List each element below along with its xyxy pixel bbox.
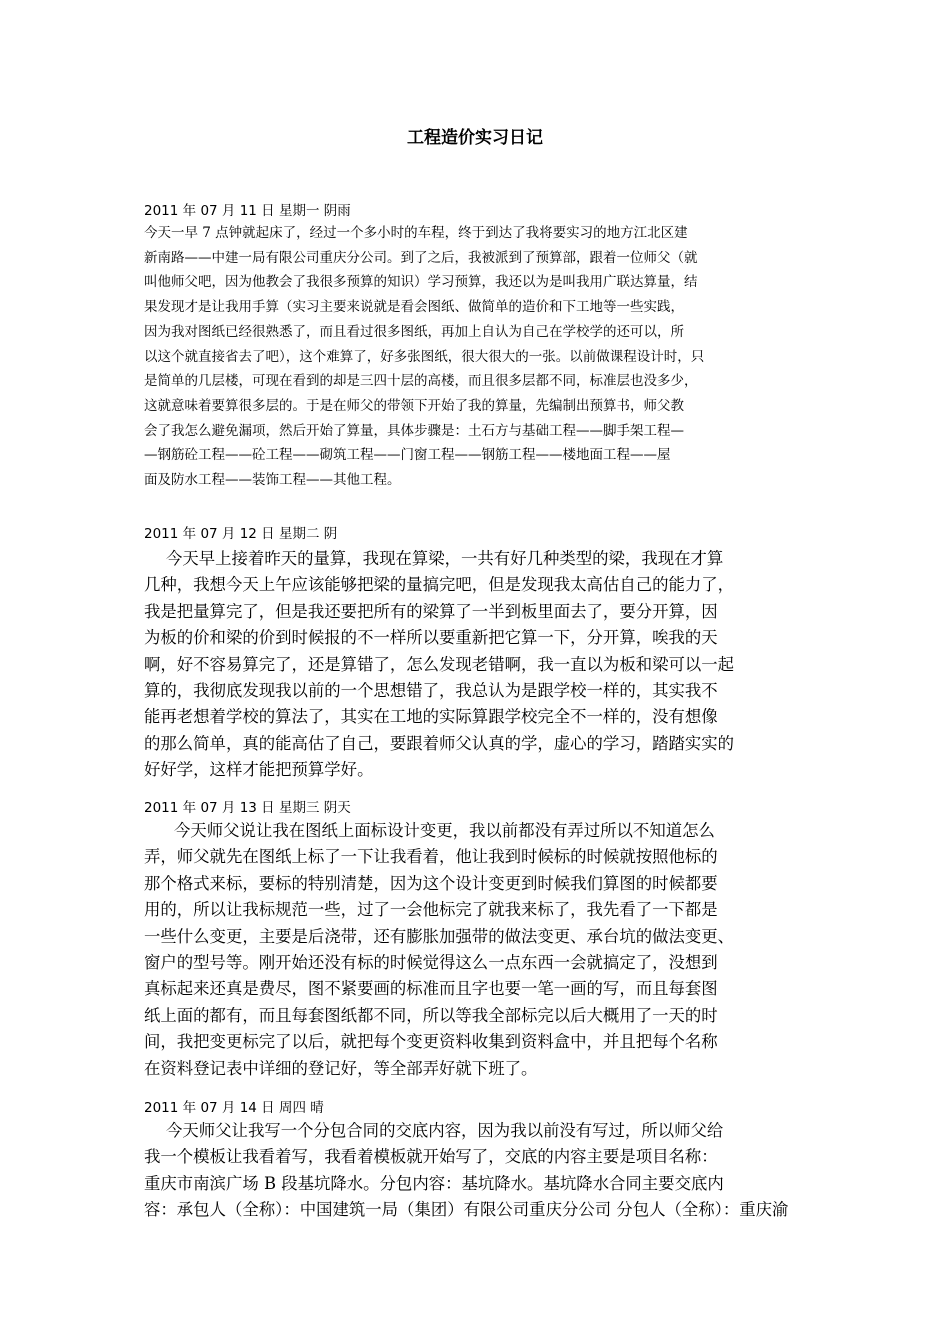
text-line: 的那么简单，真的能高估了自己，要跟着师父认真的学，虚心的学习，踏踏实实的 (144, 733, 735, 753)
text-line: 纸上面的都有，而且每套图纸都不同，所以等我全部标完以后大概用了一天的时 (144, 1005, 718, 1025)
entry-date: 2011 年 07 月 11 日 星期一 阴雨 (144, 203, 351, 219)
diary-entry (144, 798, 816, 1082)
text-line: 是简单的几层楼，可现在看到的却是三四十层的高楼，而且很多层都不同，标准层也没多少， (144, 373, 698, 390)
text-line: 因为我对图纸已经很熟悉了，而且看过很多图纸，再加上自认为自己在学校学的还可以，所 (144, 323, 684, 340)
text-line: 窗户的型号等。刚开始还没有标的时候觉得这么一点东西一会就搞定了，没想到 (144, 953, 718, 973)
text-line: 能再老想着学校的算法了，其实在工地的实际算跟学校完全不一样的，没有想像 (144, 707, 718, 727)
text-line: 以这个就直接省去了吧），这个难算了，好多张图纸，很大很大的一张。以前做课程设计时，只 (144, 348, 705, 365)
entry-body (144, 221, 816, 493)
entry-body (144, 1118, 816, 1224)
text-line: 算的，我彻底发现我以前的一个思想错了，我总认为是跟学校一样的，其实我不 (144, 681, 718, 701)
diary-entry (144, 201, 816, 493)
text-line: 叫他师父吧，因为他教会了我很多预算的知识）学习预算，我还以为是叫我用广联达算量，结 (144, 274, 698, 291)
text-line: 今天师父让我写一个分包合同的交底内容，因为我以前没有写过，所以师父给 (166, 1121, 724, 1140)
entry-date: 2011 年 07 月 12 日 星期二 阴 (144, 526, 338, 542)
text-line: 容：承包人（全称）：中国建筑一局（集团）有限公司重庆分公司 分包人（全称）：重庆渝 (144, 1200, 789, 1220)
text-line: 在资料登记表中详细的登记好，等全部弄好就下班了。 (144, 1058, 538, 1078)
entry-date: 2011 年 07 月 14 日 周四 晴 (144, 1100, 324, 1116)
text-line: 今天早上接着昨天的量算，我现在算梁，一共有好几种类型的梁，我现在才算 (166, 549, 724, 568)
text-line: 我是把量算完了，但是我还要把所有的梁算了一半到板里面去了，要分开算，因 (144, 601, 718, 621)
text-line: 果发现才是让我用手算（实习主要来说就是看会图纸、做简单的造价和下工地等一些实践， (144, 299, 684, 316)
text-line: 用的，所以让我标规范一些，过了一会他标完了就我来标了，我先看了一下都是 (144, 900, 718, 920)
text-line: 一些什么变更，主要是后浇带，还有膨胀加强带的做法变更、承台坑的做法变更、 (144, 926, 735, 946)
entry-body (144, 818, 816, 1082)
text-line: 间，我把变更标完了以后，就把每个变更资料收集到资料盒中，并且把每个名称 (144, 1032, 718, 1052)
text-line: 那个格式来标，要标的特别清楚，因为这个设计变更到时候我们算图的时候都要 (144, 873, 718, 893)
text-line: 面及防水工程——装饰工程——其他工程。 (144, 472, 401, 489)
text-line: 我一个模板让我看着写，我看着模板就开始写了，交底的内容主要是项目名称： (144, 1147, 718, 1167)
diary-entry (144, 1098, 816, 1224)
text-line: 真标起来还真是费尽，图不紧要画的标准而且字也要一笔一画的写，而且每套图 (144, 979, 718, 999)
text-line: 新南路——中建一局有限公司重庆分公司。到了之后，我被派到了预算部，跟着一位师父（就 (144, 249, 698, 266)
text-line: 几种，我想今天上午应该能够把梁的量搞完吧，但是发现我太高估自己的能力了， (144, 575, 735, 595)
text-line: 重庆市南滨广场 B 段基坑降水。分包内容：基坑降水。基坑降水合同主要交底内 (144, 1173, 724, 1193)
text-line: 今天师父说让我在图纸上面标设计变更，我以前都没有弄过所以不知道怎么 (174, 821, 715, 840)
text-line: 今天一早 7 点钟就起床了，经过一个多小时的车程，终于到达了我将要实习的地方江北区建 (144, 225, 688, 241)
text-line: 弄，师父就先在图纸上标了一下让我看着，他让我到时候标的时候就按照他标的 (144, 847, 718, 867)
text-line: 好好学，这样才能把预算学好。 (144, 760, 374, 780)
document-title: 工程造价实习日记 (407, 128, 543, 148)
text-line: 啊，好不容易算完了，还是算错了，怎么发现老错啊，我一直以为板和梁可以一起 (144, 654, 735, 674)
text-line: —钢筋砼工程——砼工程——砌筑工程——门窗工程——钢筋工程——楼地面工程——屋 (144, 447, 671, 464)
entry-body (144, 546, 816, 784)
text-line: 这就意味着要算很多层的。于是在师父的带领下开始了我的算量，先编制出预算书，师父教 (144, 397, 684, 414)
text-line: 会了我怎么避免漏项，然后开始了算量，具体步骤是：土石方与基础工程——脚手架工程— (144, 422, 684, 439)
entry-date: 2011 年 07 月 13 日 星期三 阴天 (144, 800, 351, 816)
text-line: 为板的价和梁的价到时候报的不一样所以要重新把它算一下，分开算，唉我的天 (144, 628, 718, 648)
diary-entry (144, 524, 816, 784)
